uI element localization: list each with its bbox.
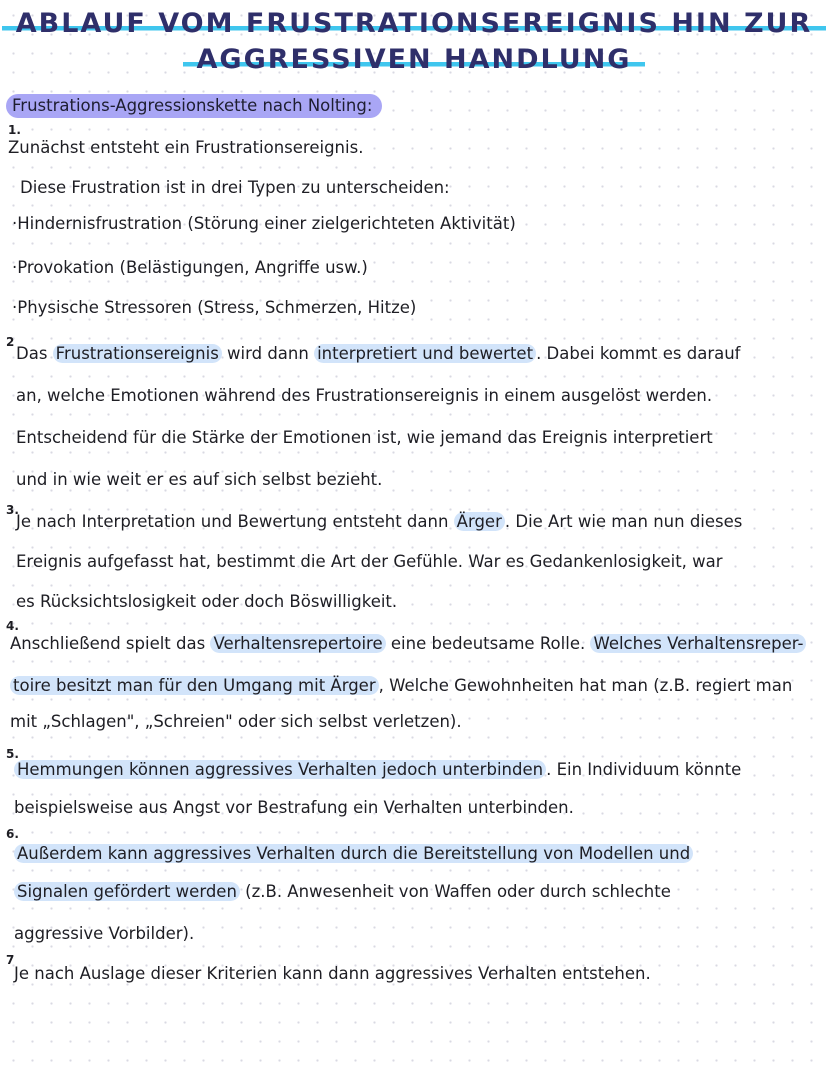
step-6-line-1 — [14, 842, 693, 866]
step-5-number: 5. — [6, 747, 19, 761]
step-7-number: 7 — [6, 953, 15, 967]
step-2-text-c: . Dabei kommt es darauf — [536, 344, 741, 363]
page-title-line-1-text: ABLAUF VOM FRUSTRATIONSEREIGNIS HIN ZUR — [2, 8, 827, 39]
step-3-number: 3. — [6, 503, 19, 517]
step-2-text-b: wird dann — [221, 344, 315, 363]
subtitle — [6, 94, 382, 118]
step-4-line-1 — [10, 632, 806, 656]
step-1-line-5: ·Physische Stressoren (Stress, Schmerzen, Hitze) — [12, 298, 417, 317]
step-3-line-3: es Rücksichtslosigkeit oder doch Böswilligkeit. — [16, 592, 398, 611]
step-6-line-3: aggressive Vorbilder). — [14, 924, 195, 943]
step-5-highlight-1: Hemmungen können aggressives Verhalten jedoch unterbinden — [14, 760, 546, 779]
page-title-line-2-text: AGGRESSIVEN HANDLUNG — [183, 44, 646, 75]
step-4-text-a: Anschließend spielt das — [10, 634, 211, 653]
step-2-text-a: Das — [16, 344, 53, 363]
step-2-line-1 — [16, 342, 740, 366]
step-2-line-3: Entscheidend für die Stärke der Emotionen ist, wie jemand das Ereignis interpretiert — [16, 428, 713, 447]
step-6-highlight-2: Signalen gefördert werden — [14, 882, 240, 901]
step-1-line-3: ·Hindernisfrustration (Störung einer zielgerichteten Aktivität) — [12, 214, 516, 233]
step-1-line-2: Diese Frustration ist in drei Typen zu unterscheiden: — [20, 178, 450, 197]
step-3-line-1 — [16, 510, 742, 534]
step-2-line-2: an, welche Emotionen während des Frustrationsereignis in einem ausgelöst werden. — [16, 386, 713, 405]
step-3-line-2: Ereignis aufgefasst hat, bestimmt die Art der Gefühle. War es Gedankenlosigkeit, war — [16, 552, 723, 571]
step-2-line-4: und in wie weit er es auf sich selbst bezieht. — [16, 470, 383, 489]
step-1-number: 1. — [8, 123, 21, 137]
step-5-line-2: beispielsweise aus Angst vor Bestrafung ein Verhalten unterbinden. — [14, 798, 574, 817]
step-2-highlight-2: interpretiert und bewertet — [314, 344, 536, 363]
subtitle-highlight: Frustrations-Aggressionskette nach Nolting: — [6, 94, 382, 118]
page-title-line-2 — [0, 44, 828, 75]
step-4-highlight-3: toire besitzt man für den Umgang mit Ärger — [10, 676, 379, 695]
step-4-line-3: mit „Schlagen", „Schreien" oder sich selbst verletzen). — [10, 712, 462, 731]
step-2-highlight-1: Frustrationsereignis — [53, 344, 222, 363]
step-4-text-b: eine bedeutsame Rolle. — [385, 634, 591, 653]
step-4-line-2 — [10, 674, 792, 698]
step-5-text-a: . Ein Individuum könnte — [546, 760, 742, 779]
step-6-highlight-1: Außerdem kann aggressives Verhalten durch die Bereitstellung von Modellen und — [14, 844, 693, 863]
step-2-number: 2 — [6, 335, 15, 349]
step-4-text-c: , Welche Gewohnheiten hat man (z.B. regiert man — [378, 676, 793, 695]
step-3-highlight-1: Ärger — [454, 512, 505, 531]
step-6-line-2 — [14, 880, 671, 904]
step-3-text-b: . Die Art wie man nun dieses — [504, 512, 743, 531]
step-4-highlight-1: Verhaltensrepertoire — [210, 634, 385, 653]
step-4-highlight-2: Welches Verhaltensreper- — [590, 634, 806, 653]
step-1-line-1: Zunächst entsteht ein Frustrationsereignis. — [8, 138, 364, 157]
step-3-text-a: Je nach Interpretation und Bewertung entsteht dann — [16, 512, 454, 531]
step-5-line-1 — [14, 758, 741, 782]
step-7-line-1: Je nach Auslage dieser Kriterien kann dann aggressives Verhalten entstehen. — [14, 964, 651, 983]
step-1-line-4: ·Provokation (Belästigungen, Angriffe usw.) — [12, 258, 368, 277]
page-title-line-1 — [0, 8, 828, 39]
step-6-text-a: (z.B. Anwesenheit von Waffen oder durch schlechte — [239, 882, 671, 901]
step-6-number: 6. — [6, 827, 19, 841]
step-4-number: 4. — [6, 619, 19, 633]
